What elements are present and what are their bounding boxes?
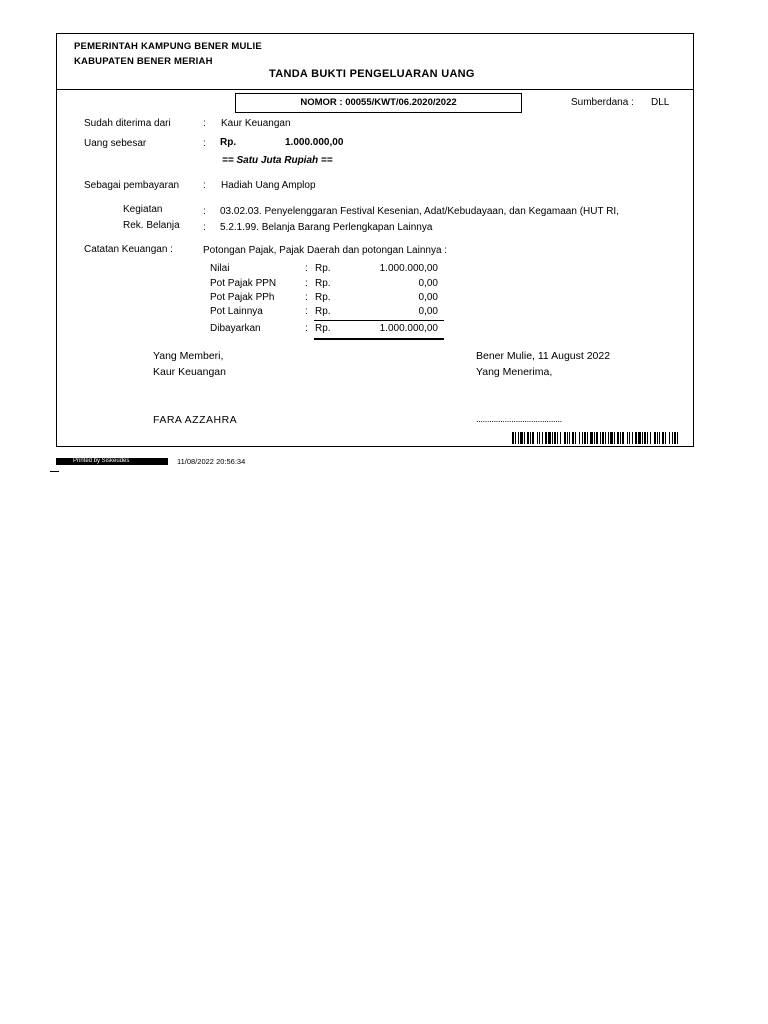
row-ppn-rp: Rp.	[315, 278, 331, 289]
rek-label: Rek. Belanja	[123, 220, 180, 231]
sum-rule	[314, 320, 444, 321]
row-ppn-label: Pot Pajak PPN	[210, 278, 277, 289]
uang-amount: 1.000.000,00	[285, 137, 344, 148]
row-ppn-amount: 0,00	[418, 278, 438, 289]
page-mark	[50, 471, 59, 472]
row-nilai-label: Nilai	[210, 263, 230, 274]
row-pph-rp: Rp.	[315, 292, 331, 303]
pembayaran-value: Hadiah Uang Amplop	[221, 180, 316, 191]
giver-line-2: Kaur Keuangan	[153, 366, 226, 378]
uang-rp: Rp.	[220, 137, 237, 148]
row-pph-amount: 0,00	[418, 292, 438, 303]
uang-label: Uang sebesar	[84, 138, 147, 149]
row-ppn-colon: :	[305, 278, 308, 289]
diterima-colon: :	[203, 118, 206, 129]
org-line-1: PEMERINTAH KAMPUNG BENER MULIE	[74, 41, 262, 52]
uang-colon: :	[203, 138, 206, 149]
row-nilai-rp: Rp.	[315, 263, 331, 274]
org-line-2: KABUPATEN BENER MERIAH	[74, 56, 213, 67]
kegiatan-label: Kegiatan	[123, 204, 163, 215]
catatan-desc: Potongan Pajak, Pajak Daerah dan potongan Lainnya :	[203, 245, 448, 256]
sumberdana-label: Sumberdana :	[571, 97, 634, 108]
kegiatan-colon: :	[203, 206, 206, 217]
giver-name: FARA AZZAHRA	[153, 414, 238, 426]
row-lainnya-amount: 0,00	[418, 306, 438, 317]
catatan-label: Catatan Keuangan :	[84, 244, 173, 255]
kegiatan-value: 03.02.03. Penyelenggaran Festival Kesenian, Adat/Kebudayaan, dan Kegamaan (HUT RI,	[220, 206, 619, 217]
row-pph-colon: :	[305, 292, 308, 303]
print-timestamp: 11/08/2022 20:56:34	[177, 457, 246, 466]
printed-by-text: Printed by Siskeudes	[73, 458, 130, 464]
terbilang: == Satu Juta Rupiah ==	[222, 155, 333, 166]
diterima-value: Kaur Keuangan	[221, 118, 291, 129]
row-lainnya-rp: Rp.	[315, 306, 331, 317]
sumberdana-value: DLL	[651, 97, 670, 108]
pembayaran-label: Sebagai pembayaran	[84, 180, 180, 191]
nomor-box	[235, 93, 522, 113]
total-rule	[314, 338, 444, 340]
diterima-label: Sudah diterima dari	[84, 118, 171, 129]
pembayaran-colon: :	[203, 180, 206, 191]
row-lainnya-label: Pot Lainnya	[210, 306, 263, 317]
receiver-line-1: Yang Menerima,	[476, 366, 553, 378]
row-nilai-colon: :	[305, 263, 308, 274]
barcode	[512, 432, 678, 444]
place-date: Bener Mulie, 11 August 2022	[476, 350, 611, 362]
row-dibayarkan-amount: 1.000.000,00	[379, 323, 438, 334]
giver-line-1: Yang Memberi,	[153, 350, 224, 362]
row-dibayarkan-colon: :	[305, 323, 308, 334]
header-divider	[56, 89, 694, 90]
row-dibayarkan-rp: Rp.	[315, 323, 331, 334]
row-nilai-amount: 1.000.000,00	[379, 263, 438, 274]
printed-by-tag	[56, 458, 168, 465]
rek-colon: :	[203, 222, 206, 233]
row-lainnya-colon: :	[305, 306, 308, 317]
nomor-text: NOMOR : 00055/KWT/06.2020/2022	[300, 97, 457, 108]
document-title: TANDA BUKTI PENGELUARAN UANG	[269, 68, 475, 80]
row-pph-label: Pot Pajak PPh	[210, 292, 275, 303]
receiver-signature-dots: .......................................	[476, 414, 562, 424]
rek-value: 5.2.1.99. Belanja Barang Perlengkapan Lainnya	[220, 222, 433, 233]
row-dibayarkan-label: Dibayarkan	[210, 323, 261, 334]
